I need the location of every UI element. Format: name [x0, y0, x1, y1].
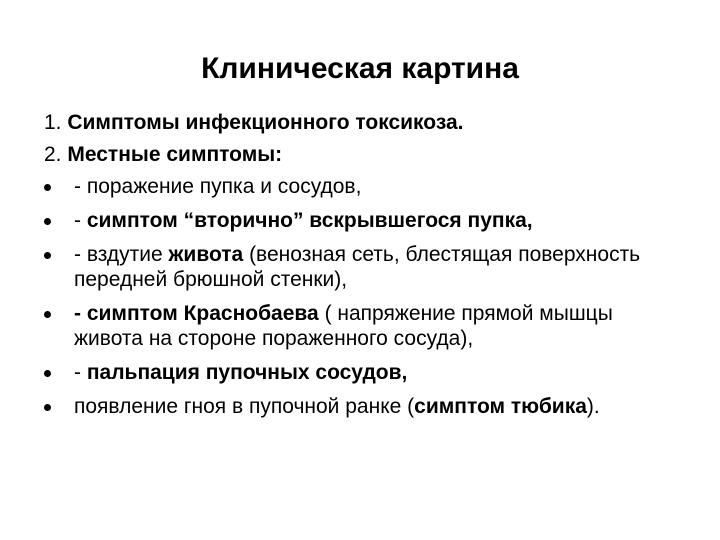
bullet-item-6: появление гноя в пупочной ранке (симптом тюбика). [44, 394, 664, 419]
bullet-item-1: - поражение пупка и сосудов, [44, 174, 664, 199]
bullet-item-3: - вздутие живота (венозная сеть, блестящая поверхность передней брюшной стенки), [44, 242, 664, 292]
bullet-item-2: - симптом “вторично” вскрывшегося пупка, [44, 208, 664, 233]
item-text: Местные симптомы: [67, 143, 283, 166]
bullet-dot-icon [44, 370, 51, 377]
bullet-item-5: - пальпация пупочных сосудов, [44, 360, 664, 385]
bullet-dot-icon [44, 218, 51, 225]
bullet-dot-icon [44, 404, 51, 411]
bullet-item-4: - симптом Краснобаева ( напряжение прямой мышцы живота на стороне пораженного сосуда), [44, 301, 664, 351]
item-number: 2. [44, 143, 62, 166]
slide-content [44, 110, 664, 428]
item-number: 1. [44, 111, 62, 134]
numbered-item-1 [44, 110, 664, 135]
bullet-dot-icon [44, 311, 51, 318]
item-text: Симптомы инфекционного токсикоза. [67, 111, 464, 134]
bullet-dot-icon [44, 252, 51, 259]
slide-title: Клиническая картина [201, 52, 519, 85]
numbered-item-2 [44, 142, 664, 167]
bullet-dot-icon [44, 184, 51, 191]
